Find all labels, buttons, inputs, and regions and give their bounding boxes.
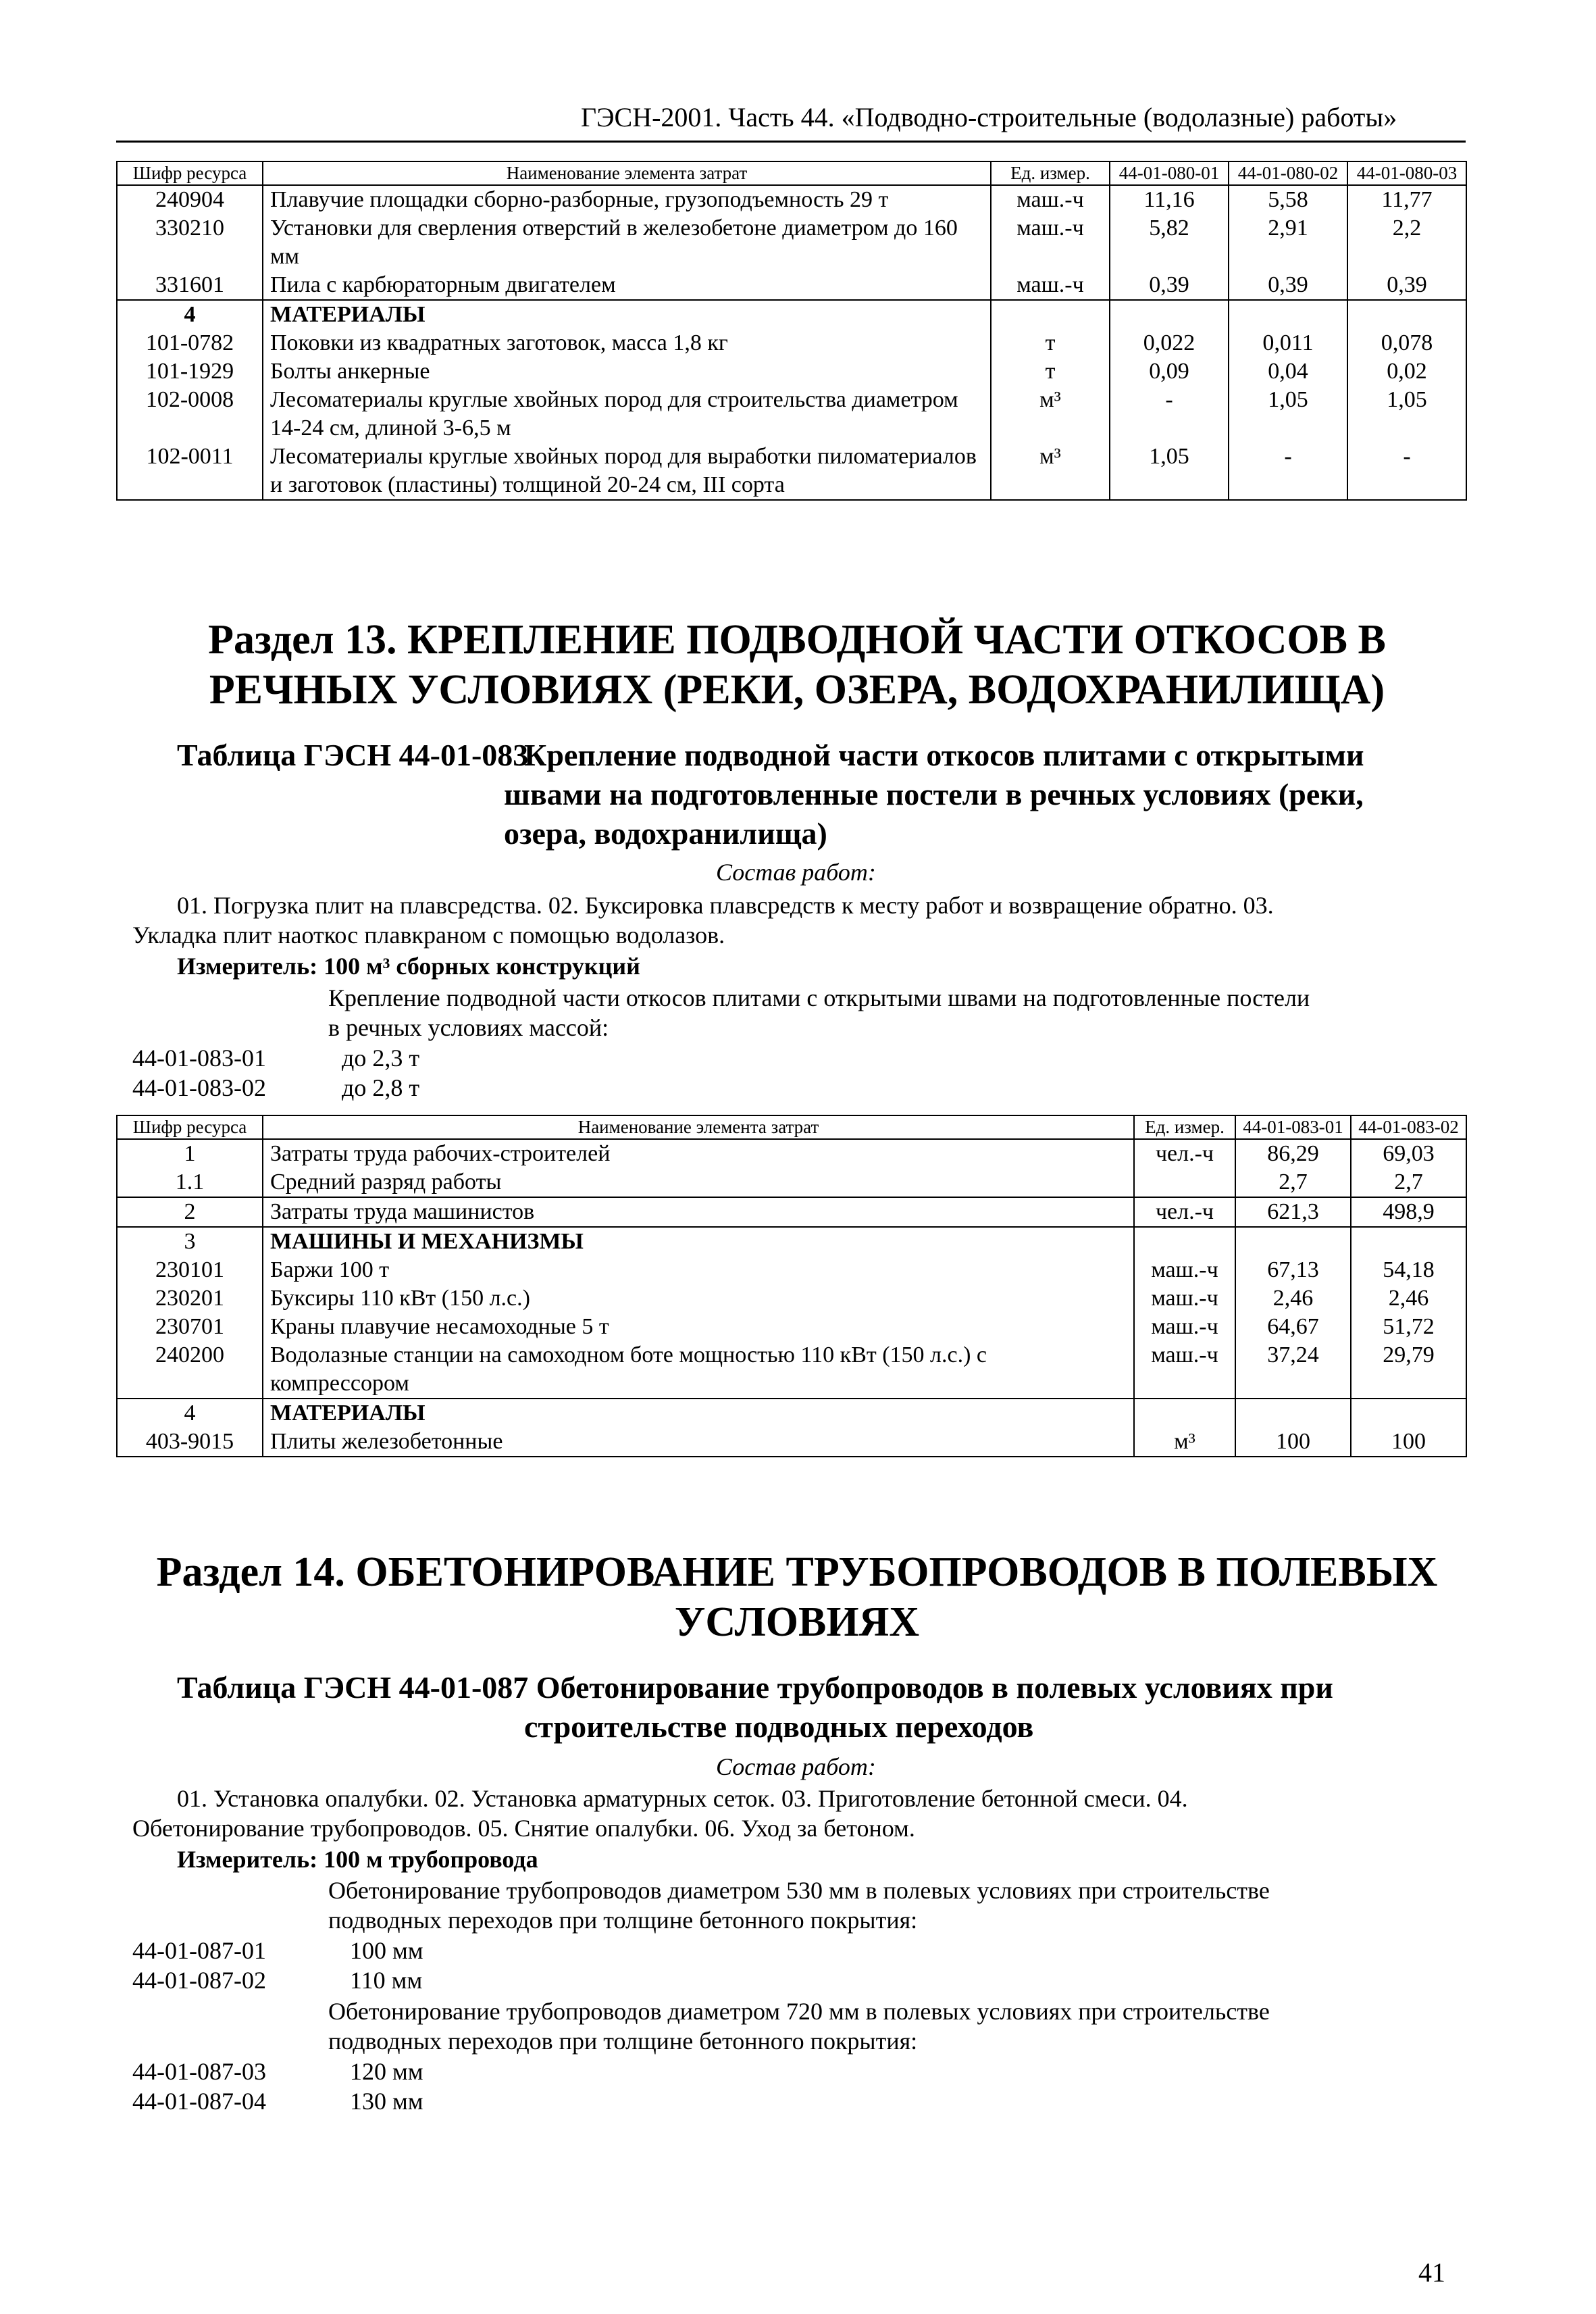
col-080-02-header: 44-01-080-02	[1229, 161, 1347, 185]
cell-value: 2,7	[1351, 1168, 1466, 1197]
cell-value: 0,011	[1229, 329, 1347, 357]
cell-code: 230701	[117, 1313, 263, 1341]
cell-section-title: МАШИНЫ И МЕХАНИЗМЫ	[263, 1227, 1134, 1256]
col-code-header: Шифр ресурса	[117, 1115, 263, 1139]
cell-value: 2,7	[1235, 1168, 1351, 1197]
cell-unit	[1134, 1227, 1235, 1256]
cell-name: Средний разряд работы	[263, 1168, 1134, 1197]
cell-unit: чел.-ч	[1134, 1197, 1235, 1227]
col-083-01-header: 44-01-083-01	[1235, 1115, 1351, 1139]
resource-table-083	[116, 1115, 1467, 1457]
cell-value: -	[1229, 443, 1347, 500]
cell-name: Краны плавучие несамоходные 5 т	[263, 1313, 1134, 1341]
table-row	[117, 1313, 1466, 1341]
cell-code: 101-1929	[117, 357, 263, 386]
cell-name: Баржи 100 т	[263, 1256, 1134, 1284]
measure-unit: Измеритель: 100 м трубопровода	[177, 1846, 538, 1873]
cell-code: 331601	[117, 271, 263, 300]
norm-code: 44-01-087-02	[132, 1967, 266, 1994]
work-composition-line1: 01. Установка опалубки. 02. Установка арматурных сеток. 03. Приготовление бетонной смеси. 04.	[177, 1785, 1188, 1812]
cell-value	[1110, 300, 1229, 329]
cell-value: 0,022	[1110, 329, 1229, 357]
table-row	[117, 329, 1466, 357]
cell-code: 330210	[117, 214, 263, 271]
header-rule	[116, 141, 1466, 143]
cell-value: 100	[1351, 1428, 1466, 1457]
cell-value: 0,39	[1347, 271, 1466, 300]
work-composition-caption: Состав работ:	[716, 1753, 876, 1780]
norm-code: 44-01-087-03	[132, 2058, 266, 2085]
cell-name: Лесоматериалы круглые хвойных пород для выработки пиломатериалов и заготовок (пластины) толщиной 20-24 см, III сорта	[263, 443, 991, 500]
cell-value: 0,09	[1110, 357, 1229, 386]
norm-text: 120 мм	[350, 2058, 423, 2085]
cell-value	[1235, 1399, 1351, 1428]
cell-name: Пила с карбюраторным двигателем	[263, 271, 991, 300]
section-14-title: Раздел 14. ОБЕТОНИРОВАНИЕ ТРУБОПРОВОДОВ В ПОЛЕВЫХ УСЛОВИЯХ	[156, 1549, 1438, 1645]
cell-value: 29,79	[1351, 1341, 1466, 1399]
cell-value: 100	[1235, 1428, 1351, 1457]
work-description-line1: Обетонирование трубопроводов диаметром 720 мм в полевых условиях при строительстве	[328, 1998, 1270, 2025]
norm-code: 44-01-083-01	[132, 1045, 266, 1072]
cell-code: 102-0008	[117, 386, 263, 443]
work-description-line1: Крепление подводной части откосов плитами с открытыми швами на подготовленные постели	[328, 984, 1310, 1011]
cell-name: Буксиры 110 кВт (150 л.с.)	[263, 1284, 1134, 1313]
col-name-header: Наименование элемента затрат	[263, 161, 991, 185]
cell-value: 54,18	[1351, 1256, 1466, 1284]
cell-unit: м³	[991, 443, 1110, 500]
cell-value: 0,39	[1110, 271, 1229, 300]
cell-code: 240904	[117, 185, 263, 214]
section-13-title: Раздел 13. КРЕПЛЕНИЕ ПОДВОДНОЙ ЧАСТИ ОТКОСОВ В РЕЧНЫХ УСЛОВИЯХ (РЕКИ, ОЗЕРА, ВОДОХРАНИЛИЩА)	[208, 617, 1386, 713]
cell-code: 102-0011	[117, 443, 263, 500]
table-row	[117, 1428, 1466, 1457]
cell-value: 0,04	[1229, 357, 1347, 386]
cell-value	[1351, 1399, 1466, 1428]
cell-unit: маш.-ч	[991, 185, 1110, 214]
col-083-02-header: 44-01-083-02	[1351, 1115, 1466, 1139]
cell-value: 0,39	[1229, 271, 1347, 300]
cell-code: 2	[117, 1197, 263, 1227]
cell-value	[1229, 300, 1347, 329]
cell-unit: маш.-ч	[1134, 1341, 1235, 1399]
table-header-row	[117, 161, 1466, 185]
table-row	[117, 386, 1466, 443]
norm-text: 110 мм	[350, 1967, 423, 1994]
cell-unit: м³	[991, 386, 1110, 443]
table-row	[117, 443, 1466, 500]
col-name-header: Наименование элемента затрат	[263, 1115, 1134, 1139]
cell-code: 240200	[117, 1341, 263, 1399]
table-section-row	[117, 1399, 1466, 1428]
cell-value: -	[1110, 386, 1229, 443]
cell-code: 230101	[117, 1256, 263, 1284]
table-header-row	[117, 1115, 1466, 1139]
cell-name: Поковки из квадратных заготовок, масса 1,8 кг	[263, 329, 991, 357]
table-row	[117, 1139, 1466, 1168]
cell-value: 2,2	[1347, 214, 1466, 271]
cell-unit: маш.-ч	[1134, 1313, 1235, 1341]
norm-code: 44-01-087-01	[132, 1937, 266, 1964]
cell-code: 4	[117, 1399, 263, 1428]
cell-value: 69,03	[1351, 1139, 1466, 1168]
cell-value: 37,24	[1235, 1341, 1351, 1399]
table-section-row	[117, 1227, 1466, 1256]
cell-unit: чел.-ч	[1134, 1139, 1235, 1168]
cell-value: 11,16	[1110, 185, 1229, 214]
cell-code: 230201	[117, 1284, 263, 1313]
table-row	[117, 1256, 1466, 1284]
table-row	[117, 1341, 1466, 1399]
cell-name: Затраты труда машинистов	[263, 1197, 1134, 1227]
table-row	[117, 214, 1466, 271]
cell-value: 0,078	[1347, 329, 1466, 357]
work-description-line2: в речных условиях массой:	[328, 1014, 609, 1041]
cell-code: 3	[117, 1227, 263, 1256]
table-row	[117, 271, 1466, 300]
running-header: ГЭСН-2001. Часть 44. «Подводно-строительные (водолазные) работы»	[581, 102, 1397, 132]
cell-section-title: МАТЕРИАЛЫ	[263, 300, 991, 329]
cell-value: 0,02	[1347, 357, 1466, 386]
cell-name: Болты анкерные	[263, 357, 991, 386]
cell-code: 4	[117, 300, 263, 329]
cell-value: 498,9	[1351, 1197, 1466, 1227]
cell-value: 621,3	[1235, 1197, 1351, 1227]
table-083-title-line2: швами на подготовленные постели в речных условиях (реки,	[504, 777, 1364, 811]
cell-code: 1.1	[117, 1168, 263, 1197]
cell-name: Плиты железобетонные	[263, 1428, 1134, 1457]
cell-unit: маш.-ч	[991, 214, 1110, 271]
cell-unit: маш.-ч	[991, 271, 1110, 300]
cell-unit	[1134, 1168, 1235, 1197]
cell-unit	[1134, 1399, 1235, 1428]
cell-unit: маш.-ч	[1134, 1256, 1235, 1284]
col-unit-header: Ед. измер.	[991, 161, 1110, 185]
cell-value: 2,46	[1235, 1284, 1351, 1313]
cell-value: 1,05	[1110, 443, 1229, 500]
table-083-label: Таблица ГЭСН 44-01-083	[177, 738, 529, 772]
col-code-header: Шифр ресурса	[117, 161, 263, 185]
table-row	[117, 1168, 1466, 1197]
cell-value	[1235, 1227, 1351, 1256]
cell-value: 11,77	[1347, 185, 1466, 214]
cell-value	[1351, 1227, 1466, 1256]
table-row	[117, 185, 1466, 214]
cell-value: 1,05	[1347, 386, 1466, 443]
cell-value: 2,91	[1229, 214, 1347, 271]
table-083-title-line1: Крепление подводной части откосов плитами с открытыми	[524, 738, 1364, 772]
table-row	[117, 1284, 1466, 1313]
table-row	[117, 1197, 1466, 1227]
norm-code: 44-01-083-02	[132, 1074, 266, 1101]
table-083-title-line3: озера, водохранилища)	[504, 816, 827, 851]
cell-code: 403-9015	[117, 1428, 263, 1457]
table-087-title-line2: строительстве подводных переходов	[524, 1709, 1034, 1744]
norm-code: 44-01-087-04	[132, 2088, 266, 2115]
work-composition-line2: Обетонирование трубопроводов. 05. Снятие опалубки. 06. Уход за бетоном.	[132, 1815, 915, 1842]
cell-value: 86,29	[1235, 1139, 1351, 1168]
col-080-03-header: 44-01-080-03	[1347, 161, 1466, 185]
work-composition-line1: 01. Погрузка плит на плавсредства. 02. Буксировка плавсредств к месту работ и возвращение обратно. 03.	[177, 892, 1274, 919]
cell-name: Установки для сверления отверстий в железобетоне диаметром до 160 мм	[263, 214, 991, 271]
col-080-01-header: 44-01-080-01	[1110, 161, 1229, 185]
cell-name: Затраты труда рабочих-строителей	[263, 1139, 1134, 1168]
measure-unit: Измеритель: 100 м³ сборных конструкций	[177, 953, 640, 980]
cell-unit: т	[991, 357, 1110, 386]
cell-unit: т	[991, 329, 1110, 357]
cell-value: 51,72	[1351, 1313, 1466, 1341]
cell-name: Плавучие площадки сборно-разборные, грузоподъемность 29 т	[263, 185, 991, 214]
work-description-line2: подводных переходов при толщине бетонного покрытия:	[328, 2028, 918, 2055]
page-number: 41	[1418, 2257, 1445, 2288]
cell-value: 1,05	[1229, 386, 1347, 443]
cell-unit: м³	[1134, 1428, 1235, 1457]
cell-value: 2,46	[1351, 1284, 1466, 1313]
cell-name: Лесоматериалы круглые хвойных пород для строительства диаметром 14-24 см, длиной 3-6,5 м	[263, 386, 991, 443]
cell-value: 5,82	[1110, 214, 1229, 271]
norm-text: 130 мм	[350, 2088, 423, 2115]
norm-text: 100 мм	[350, 1937, 423, 1964]
work-composition-line2: Укладка плит наоткос плавкраном с помощью водолазов.	[132, 922, 725, 949]
table-row	[117, 357, 1466, 386]
cell-code: 101-0782	[117, 329, 263, 357]
table-section-row	[117, 300, 1466, 329]
cell-value: 5,58	[1229, 185, 1347, 214]
cell-value	[1347, 300, 1466, 329]
table-087-title-line1: Таблица ГЭСН 44-01-087 Обетонирование трубопроводов в полевых условиях при	[177, 1670, 1333, 1705]
col-unit-header: Ед. измер.	[1134, 1115, 1235, 1139]
cell-value: -	[1347, 443, 1466, 500]
cell-code: 1	[117, 1139, 263, 1168]
work-description-line2: подводных переходов при толщине бетонного покрытия:	[328, 1907, 918, 1934]
norm-text: до 2,3 т	[342, 1045, 420, 1072]
work-description-line1: Обетонирование трубопроводов диаметром 530 мм в полевых условиях при строительстве	[328, 1877, 1270, 1904]
cell-section-title: МАТЕРИАЛЫ	[263, 1399, 1134, 1428]
resource-table-080	[116, 161, 1467, 501]
cell-value: 67,13	[1235, 1256, 1351, 1284]
cell-name: Водолазные станции на самоходном боте мощностью 110 кВт (150 л.с.) с компрессором	[263, 1341, 1134, 1399]
cell-value: 64,67	[1235, 1313, 1351, 1341]
cell-unit	[991, 300, 1110, 329]
norm-text: до 2,8 т	[342, 1074, 420, 1101]
work-composition-caption: Состав работ:	[716, 859, 876, 886]
cell-unit: маш.-ч	[1134, 1284, 1235, 1313]
